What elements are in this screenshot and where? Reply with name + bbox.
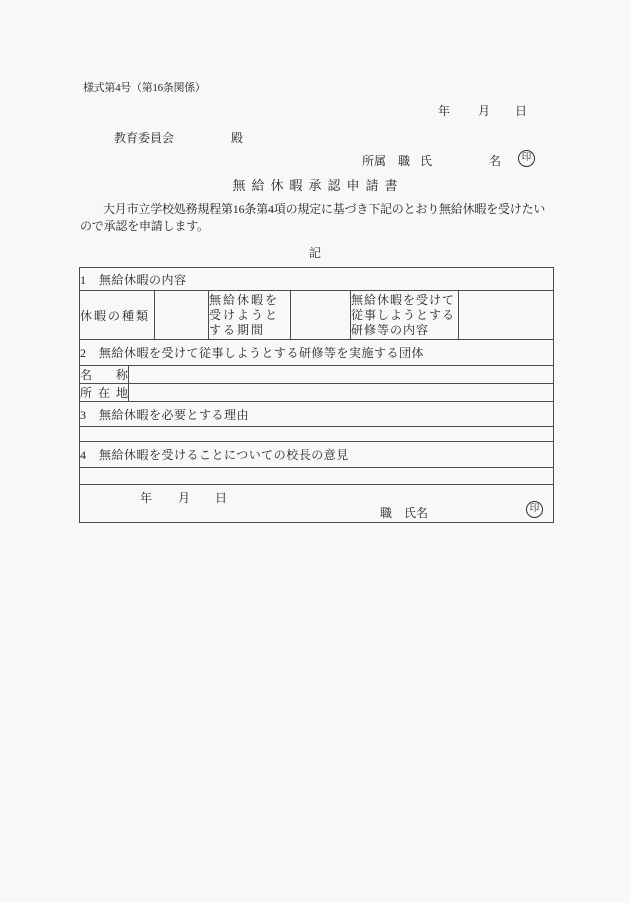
reason-input-cell (80, 427, 554, 442)
applicant-surname-label: 氏 (420, 154, 433, 168)
org-address-label (80, 384, 129, 402)
signature-date-day-label: 日 (215, 491, 228, 505)
section2-heading: 2 無給休暇を受けて従事しようとする研修等を実施する団体 (80, 340, 554, 366)
document-title: 無給休暇承認申請書 (232, 178, 404, 193)
leave-period-input-cell (291, 291, 351, 340)
training-content-label (351, 291, 459, 340)
addressee-honorific: 殿 (231, 131, 244, 145)
addressee-name: 教育委員会 (114, 131, 175, 145)
section4-heading: 4 無給休暇を受けることについての校長の意見 (80, 442, 554, 468)
training-content-label-line3: 研修等の内容 (351, 322, 430, 337)
org-name-label-char2: 称 (115, 368, 128, 382)
applicant-givenname-label: 名 (489, 154, 502, 168)
leave-period-label (209, 291, 291, 340)
body-text-line2: ので承認を申請します。 (80, 219, 209, 233)
leave-type-input-cell (155, 291, 209, 340)
leave-period-label-line2: 受けようと (209, 307, 280, 322)
org-name-label (80, 366, 129, 384)
signature-date-month-label: 月 (178, 491, 191, 505)
form-number: 様式第4号（第16条関係） (83, 82, 206, 94)
leave-period-label-line1: 無給休暇を (209, 292, 280, 307)
training-content-input-cell (459, 291, 554, 340)
applicant-affiliation-label: 所属 (362, 154, 387, 168)
training-content-label-line2: 従事しようとする (351, 307, 456, 322)
org-name-input-cell (129, 366, 554, 384)
signature-seal-icon: 印 (526, 501, 543, 518)
top-date-month-label: 月 (478, 104, 491, 118)
training-content-label-line1: 無給休暇を受けて (351, 292, 456, 307)
record-marker: 記 (308, 246, 321, 260)
signature-position-name-label: 職 氏名 (380, 506, 429, 520)
applicant-position-label: 職 (398, 154, 411, 168)
body-text-line1: 大月市立学校処務規程第16条第4項の規定に基づき下記のとおり無給休暇を受けたい (103, 202, 546, 216)
org-name-label-char1: 名 (80, 368, 93, 382)
section3-heading: 3 無給休暇を必要とする理由 (80, 402, 554, 427)
principal-opinion-input-cell (80, 468, 554, 485)
signature-row (80, 485, 554, 523)
signature-date-year-label: 年 (140, 491, 153, 505)
leave-period-label-line3: する期間 (209, 322, 266, 337)
section1-heading: 1 無給休暇の内容 (80, 268, 554, 291)
org-address-label-char2: 在 (97, 386, 110, 400)
applicant-seal-icon: 印 (518, 150, 535, 167)
org-address-input-cell (129, 384, 554, 402)
org-address-label-char3: 地 (115, 386, 128, 400)
leave-type-label: 休暇の種類 (80, 291, 155, 340)
org-address-label-char1: 所 (80, 386, 93, 400)
top-date-day-label: 日 (515, 104, 528, 118)
application-form-table (79, 267, 554, 523)
top-date-year-label: 年 (438, 104, 451, 118)
